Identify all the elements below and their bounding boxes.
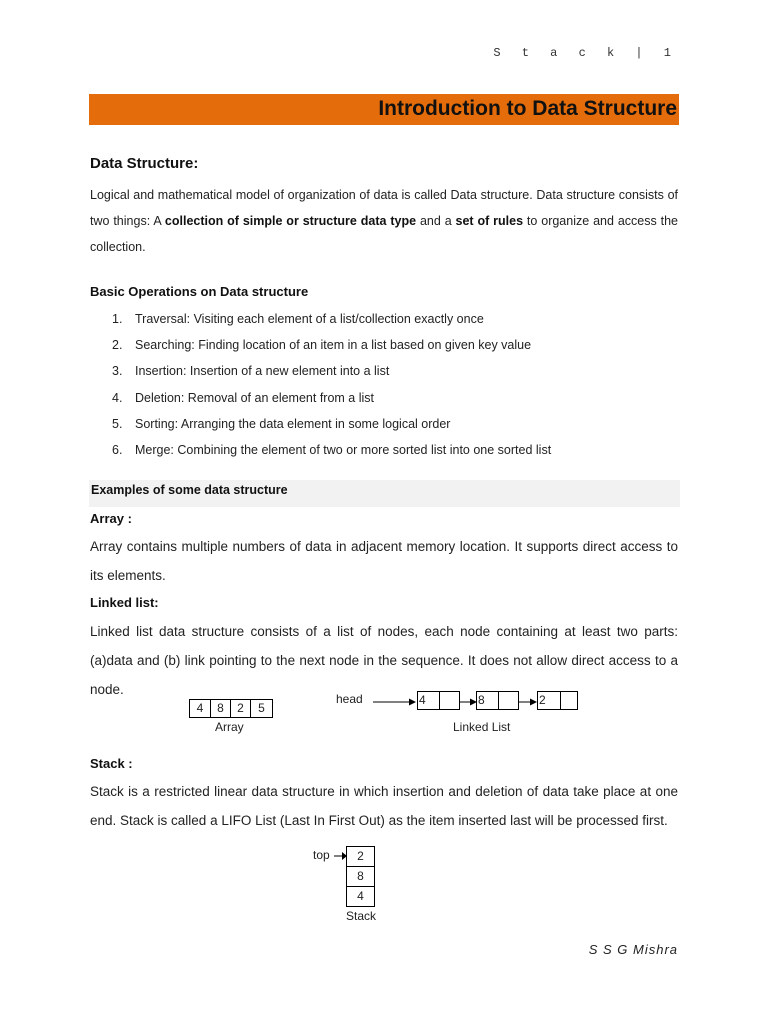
list-item — [90, 335, 680, 361]
list-item-number: 6. — [112, 442, 123, 457]
top-label: top — [313, 848, 330, 862]
array-cell: 5 — [250, 699, 273, 718]
stack-caption: Stack — [346, 909, 377, 923]
node-data: 8 — [476, 691, 499, 710]
stack-heading: Stack : — [90, 756, 133, 771]
stack-cell: 8 — [346, 866, 375, 887]
array-caption: Array — [215, 720, 244, 734]
list-item-text: Deletion: Removal of an element from a list — [135, 390, 374, 405]
node-data: 4 — [417, 691, 440, 710]
list-item-number: 4. — [112, 390, 123, 405]
list-item-text: Sorting: Arranging the data element in some logical order — [135, 416, 451, 431]
array-cell: 4 — [189, 699, 211, 718]
operations-list — [90, 309, 680, 466]
array-description: Array contains multiple numbers of data in adjacent memory location. It supports direct access to its elements. — [90, 539, 678, 583]
list-item-text: Merge: Combining the element of two or more sorted list into one sorted list — [135, 442, 552, 457]
list-item-number: 3. — [112, 364, 123, 379]
list-item — [90, 361, 680, 387]
list-item — [90, 388, 680, 414]
list-item-text: Traversal: Visiting each element of a list/collection exactly once — [135, 312, 484, 326]
list-item — [90, 414, 680, 440]
examples-band — [89, 480, 680, 507]
array-diagram — [189, 699, 273, 719]
data-structure-heading: Data Structure: — [90, 155, 199, 172]
array-heading: Array : — [90, 511, 132, 526]
definition-bold-1: collection of simple or structure data type — [164, 214, 417, 228]
linked-list-heading: Linked list: — [90, 595, 159, 610]
stack-cell: 4 — [346, 886, 375, 907]
list-item-text: Searching: Finding location of an item in a list based on given key value — [135, 338, 532, 353]
list-item-text: Insertion: Insertion of a new element into a list — [135, 364, 390, 379]
title-band — [89, 94, 679, 125]
array-cell: 2 — [230, 699, 251, 718]
node-data: 2 — [537, 691, 561, 710]
linked-list-caption: Linked List — [453, 720, 511, 734]
list-item-number: 5. — [112, 416, 123, 431]
list-item — [90, 309, 680, 335]
node-link — [498, 691, 519, 710]
list-item-number: 2. — [112, 338, 123, 353]
head-label: head — [336, 692, 363, 706]
node-link — [439, 691, 460, 710]
definition-part-3: to organize and access the collection. — [90, 214, 678, 254]
document-title: Introduction to Data Structure — [378, 97, 677, 120]
stack-description: Stack is a restricted linear data structure in which insertion and deletion of data take place at one end. Stack is called a LIFO List (Last In First Out) as the item inserted last will be processed first. — [90, 784, 678, 828]
list-item-number: 1. — [112, 312, 123, 326]
list-item — [90, 440, 680, 466]
data-structure-definition — [90, 182, 678, 260]
operations-heading: Basic Operations on Data structure — [90, 284, 309, 299]
stack-cell: 2 — [346, 846, 375, 867]
definition-part-1: Logical and mathematical model of organization of data is called Data structure. Data structure consists of two things: A — [90, 188, 678, 228]
examples-heading: Examples of some data structure — [91, 483, 288, 497]
stack-diagram — [346, 846, 375, 908]
array-cell: 8 — [210, 699, 231, 718]
definition-bold-2: set of rules — [455, 214, 524, 228]
footer-author: S S G Mishra — [588, 942, 678, 957]
linked-list-description: Linked list data structure consists of a list of nodes, each node containing at least two parts: (a)data and (b) link pointing to the next node in the sequence. It does not allow direct access to a node. — [90, 624, 678, 697]
node-link — [560, 691, 578, 710]
definition-part-2: and a — [416, 214, 456, 228]
page-header-label: S t a c k | 1 — [493, 46, 678, 60]
